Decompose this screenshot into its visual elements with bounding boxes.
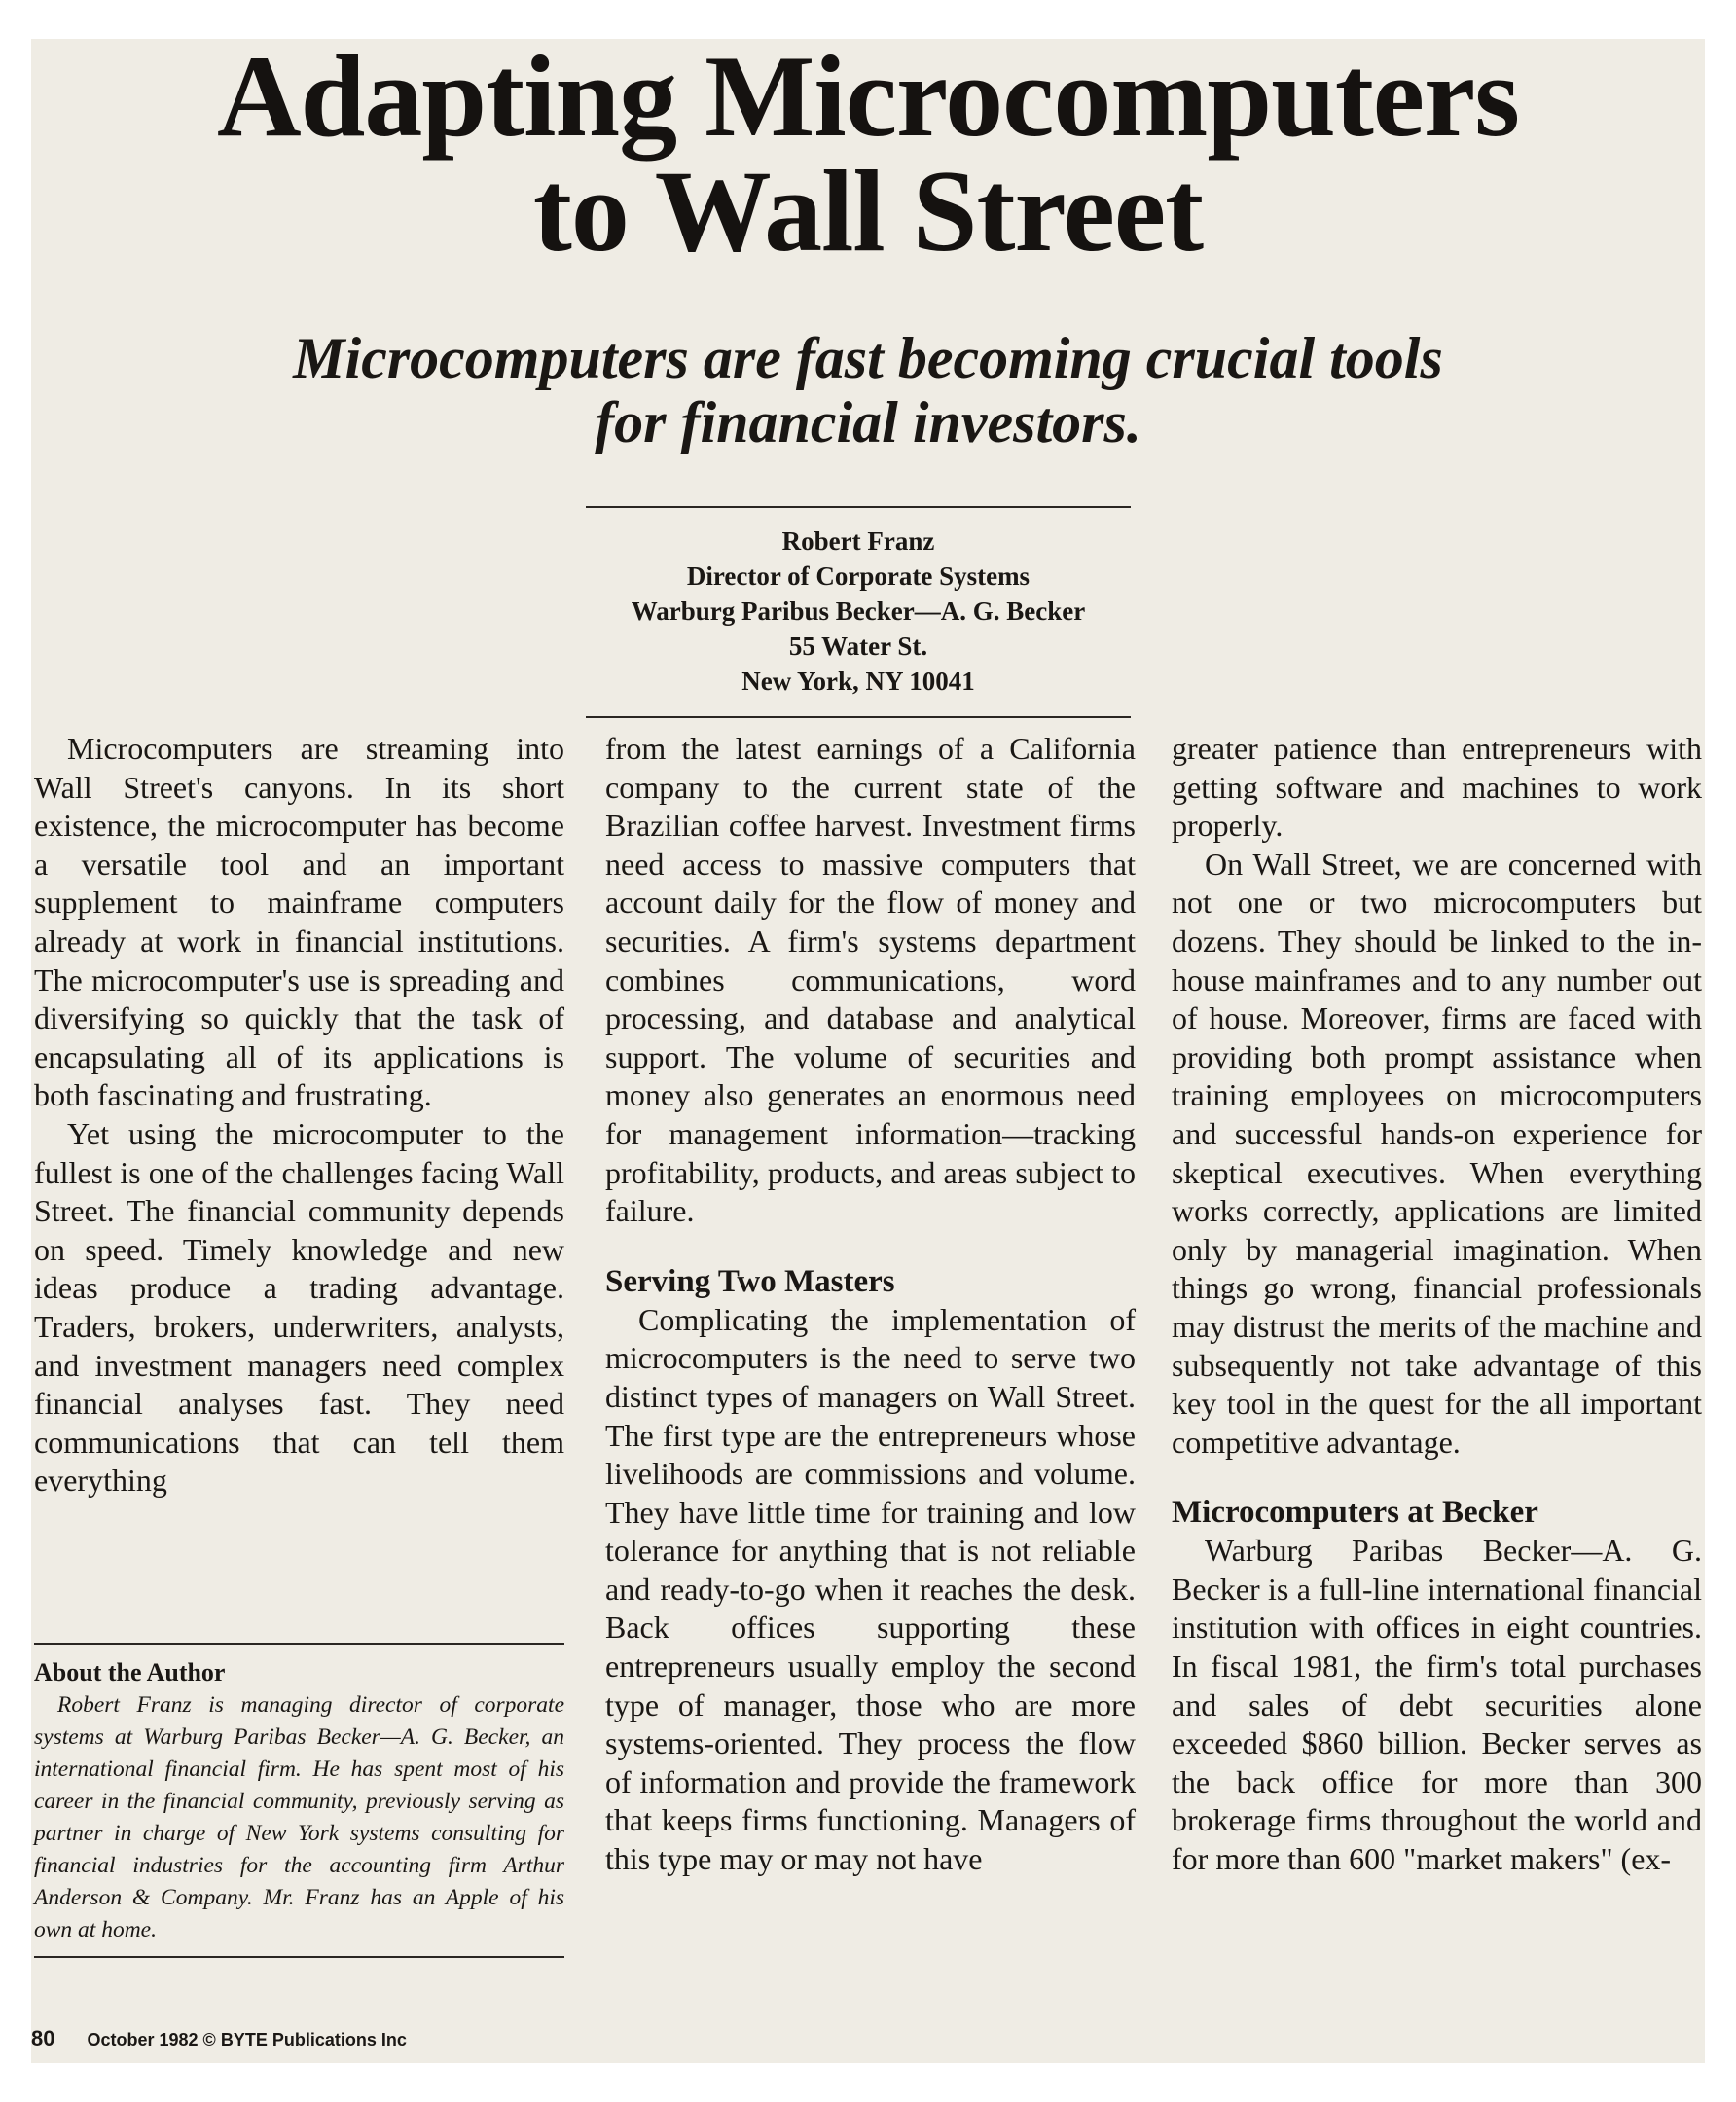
subtitle-line-2: for financial investors. bbox=[595, 390, 1141, 454]
paragraph: greater patience than entrepreneurs with getting software and machines to work properly. bbox=[1172, 731, 1702, 844]
title-line-1: Adapting Microcomputers bbox=[216, 39, 1519, 161]
magazine-page bbox=[31, 39, 1705, 2063]
about-text: Robert Franz is managing director of corporate systems at Warburg Paribas Becker—A. G. Becker, an international financial firm. He has spent most of his career in the financial community, previously serving as partner in charge of New York systems consulting for financial industries for the accounting firm Arthur Anderson & Company. Mr. Franz has an Apple of his own at home. bbox=[34, 1692, 564, 1942]
article-title bbox=[31, 39, 1705, 275]
article-subtitle bbox=[31, 326, 1705, 454]
subtitle-line-1: Microcomputers are fast becoming crucial tools bbox=[293, 326, 1443, 390]
footer-credit: October 1982 © BYTE Publications Inc bbox=[87, 2030, 407, 2049]
author-name: Robert Franz bbox=[781, 526, 935, 556]
section-heading: Microcomputers at Becker bbox=[1172, 1495, 1538, 1531]
paragraph: Microcomputers are streaming into Wall Street's canyons. In its short existence, the microcomputer has become a versatile tool and an important supplement to mainframe computers already at work in financial institutions. The microcomputer's use is spreading and diversifying so quickly that the task of encapsulating all of its applications is both fascinating and frustrating. bbox=[34, 731, 564, 1113]
page-footer bbox=[31, 2026, 407, 2051]
body-column-2 bbox=[605, 730, 1136, 1879]
author-company: Warburg Paribus Becker—A. G. Becker bbox=[631, 597, 1086, 626]
author-street: 55 Water St. bbox=[788, 632, 928, 661]
paragraph: On Wall Street, we are concerned with not one or two microcomputers but dozens. They should be linked to the in-house mainframes and to any number out of house. Moreover, firms are faced with providing both prompt assistance when training employees on microcomputers and successful hands-on experience for skeptical executives. When everything works correctly, applications are limited only by managerial imagination. When things go wrong, financial professionals may distrust the merits of the machine and subsequently not take advantage of this key tool in the quest for the all important competitive advantage. bbox=[1172, 846, 1702, 1460]
paragraph: Yet using the microcomputer to the fullest is one of the challenges facing Wall Street. The financial community depends on speed. Timely knowledge and new ideas produce a trading advantage. Traders, brokers, underwriters, analysts, and investment managers need complex financial analyses fast. They need communications that can tell them everything bbox=[34, 1115, 564, 1499]
section-heading: Serving Two Masters bbox=[605, 1263, 895, 1299]
body-column-3 bbox=[1172, 730, 1702, 1879]
paragraph: from the latest earnings of a California company to the current state of the Brazilian coffee harvest. Investment firms need access to massive computers that account daily for the flow of money and securities. A firm's systems department combines communications, word processing, and database and analytical support. The volume of securities and money also generates an enormous need for management information—tracking profitability, products, and areas subject to failure. bbox=[605, 731, 1136, 1229]
about-heading: About the Author bbox=[34, 1658, 226, 1686]
paragraph: Warburg Paribas Becker—A. G. Becker is a full-line international financial institution with offices in eight countries. In fiscal 1981, the firm's total purchases and sales of debt securities alone exceeded $860 billion. Becker serves as the back office for more than 300 brokerage firms throughout the world and for more than 600 "market makers" (ex- bbox=[1172, 1533, 1702, 1877]
author-city: New York, NY 10041 bbox=[741, 667, 975, 696]
author-position: Director of Corporate Systems bbox=[686, 562, 1031, 591]
title-line-2: to Wall Street bbox=[532, 146, 1204, 275]
body-column-1 bbox=[34, 730, 564, 1501]
author-byline bbox=[586, 506, 1131, 718]
about-the-author-box bbox=[34, 1643, 564, 1958]
page-number: 80 bbox=[31, 2026, 55, 2050]
paragraph: Complicating the implementation of microcomputers is the need to serve two distinct types of managers on Wall Street. The first type are the entrepreneurs whose livelihoods are commissions and volume. They have little time for training and low tolerance for anything that is not reliable and ready-to-go when it reaches the desk. Back offices supporting these entrepreneurs usually employ the second type of manager, those who are more systems-oriented. They process the flow of information and provide the framework that keeps firms functioning. Managers of this type may or may not have bbox=[605, 1301, 1136, 1877]
